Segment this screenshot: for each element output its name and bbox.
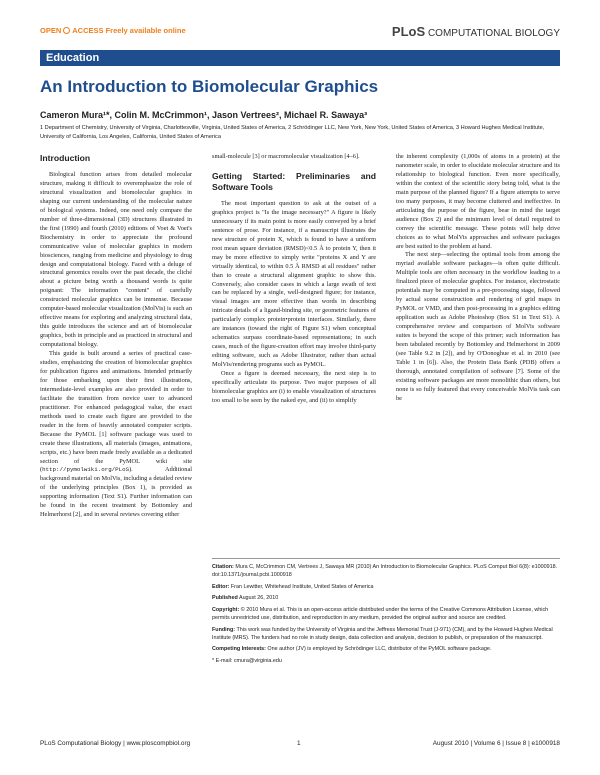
affiliations: 1 Department of Chemistry, University of Virginia, Charlottesville, Virginia, United States of America, 2 Schrödinger LLC, New York, New York, United States of America, 3 Howard Hughes Medical Institute, University of California, Los Angeles, California, United States of America — [40, 125, 545, 140]
page-footer — [40, 740, 560, 752]
published-date: August 26, 2010 — [238, 595, 279, 602]
competing-interests — [212, 646, 560, 654]
citation-text: Mura C, McCrimmon CM, Vertrees J, Sawaya MR (2010) An Introduction to Biomolecular Graphics. PLoS Comput Biol 6(8): e1000918. doi:10.1371/journal.pcbi.1000918 — [212, 564, 558, 578]
published — [212, 595, 560, 603]
column-3 — [396, 153, 560, 404]
corresponding-email: * E-mail: cmura@virginia.edu — [212, 658, 282, 665]
pymol-wiki-link[interactable]: http://pymolwiki.org/PLoS — [42, 466, 130, 474]
funding-text: This work was funded by the University of Virginia and the Jeffress Memorial Trust (J-971) (CM), and by the Howard Hughes Medical Institute (MRS). The funders had no role in study design, data collection and analysis, decision to publish, or preparation of the manuscript. — [212, 626, 553, 641]
copyright-label: Copyright: — [212, 607, 240, 614]
editor-text: Fran Lewitter, Whitehead Institute, United States of America — [230, 583, 374, 590]
section-label: Education — [40, 50, 560, 66]
column-1 — [40, 153, 192, 520]
intro-p2-text-a: This guide is built around a series of practical case-studies, emphasizing the creation of biomolecular graphics for publication figures and animations. Intended primarily for those embarking upon their first illustrations, intermediate-level examples are also provided in order to facilitate the transition from novice user to advanced practitioner. For enhanced pedagogical value, the exact methods used to create each figure are provided to the reader in the form of heavily annotated computer scripts. Because the PyMOL [1] software package was used to create these illustrations, all materials (images, animations, scripts, etc.) have been made freely available as a dedicated section of the PyMOL wiki site ( — [40, 350, 192, 474]
col3-paragraph-1: the inherent complexity (1,000s of atoms in a protein) at the nanometer scale, in order to elucidate molecular structure and its relationship to biological function. Even more specifically, within the context of the scientific story being told, what is the main purpose of the planned figure? If a figure attempts to serve too many purposes, it may become cluttered and ineffective. In articulating the purpose of the figure, bear in mind the target audience (Box 2) and the minimum level of detail required to convey the scientific message. These points will help drive choices as to what MolVis approaches and software packages are best suited to the problem at hand. — [396, 153, 560, 250]
footer-journal: PLoS Computational Biology | www.ploscompbiol.org — [40, 740, 191, 747]
col2-carryover: small-molecule [3] or macromolecular visualization [4–6]. — [212, 153, 360, 160]
funding — [212, 627, 560, 643]
getting-started-paragraph-1: The most important question to ask at the outset of a graphics project is "Is the image necessary?" A figure is likely unnecessary if its main point is more easily conveyed by a brief sentence of prose. For instance, if a manuscript illustrates the new structure of protein X, which is found to have a uniform root mean square deviation (RMSD)<0.5 Å to protein Y, then it may be more effective to simply write "proteins X and Y are virtually identical, to within 0.5 Å RMSD at all residues" rather than to create a structural alignment graphic to show this. Conversely, also consider cases in which a large swath of text can be replaced by a single, well-designed figure; for instance, visual images are more effective than words in describing intricate details of a ligand-binding site, or geometric features of particularly complex protein•protein interfaces. Similarly, there are instances (toward the right of Figure S1) when conceptual schematics surpass coordinate-based representations; in such cases, much of the figure-creation effort may involve third-party editing software, such as Adobe Illustrator, rather than actual MolVis/rendering programs such as PyMOL. — [212, 199, 376, 369]
author-list: Cameron Mura¹*, Colin M. McCrimmon¹, Jason Vertrees², Michael R. Sawaya³ — [40, 110, 368, 120]
intro-paragraph-1: Biological function arises from detailed molecular structure, making it difficult to overemphasize the role of structural visualization and biomolecular graphics in shaping our current understanding of the molecular nature of biological systems. Indeed, one need only compare the number of three-dimensional (3D) structures illustrated in the first (1990) and fourth (2010) editions of Voet & Voet's Biochemistry in order to appreciate the profound communicative value of molecular graphics in modern biosciences, ranging from medicine and physiology to drug design and computational biology. Faced with a deluge of structural genomics results over the past decade, the cliché about a picture being worth a thousand words is quite poignant: The information "content" of carefully constructed molecular graphics can be immense. Because computer-based molecular visualization (MolVis) is such an effective means for exploring and analyzing structural data, this guide introduces the science and art of biomolecular graphics, both in principle and as practiced in structural and computational biology. — [40, 171, 192, 349]
editor — [212, 584, 560, 592]
published-label: Published — [212, 595, 238, 602]
competing-interests-label: Competing Interests: — [212, 646, 266, 653]
editor-label: Editor: — [212, 583, 230, 590]
article-info-box — [212, 558, 560, 670]
col3-paragraph-2: The next step—selecting the optimal tools from among the myriad available software packages—is often quite difficult. Multiple tools are often necessary in the workflow leading to a finalized piece of molecular graphics. For instance, electrostatic potentials may be computed in a pre-processing stage, followed by actual scene construction and rendering of grid maps in PyMOL or VMD, and then post-processing in a graphics editing application such as Adobe Photoshop (Box S1 in Text S1). A comprehensive review and comparison of MolVis software suites is beyond the scope of this primer; such information has been tabulated recently by Bottomley and Helmerhorst in 2009 (see Table 9.2 in [2]), and by O'Donoghue et al. in 2010 (see Table 1 in [6]). Also, the Protein Data Bank (PDB) offers a thorough, annotated compilation of software [7]. Some of the existing software packages are more monolithic than others, but none is so fully featured that every conceivable MolVis task can be — [396, 251, 560, 402]
copyright — [212, 607, 560, 623]
citation — [212, 564, 560, 580]
page-number: 1 — [297, 740, 301, 747]
getting-started-paragraph-2: Once a figure is deemed necessary, the next step is to specifically articulate its purpose. Two major purposes of all biomolecular graphics are (i) to enable visualization of structures too small to be seen by the naked eye, and (ii) to simplify — [212, 370, 377, 404]
footer-issue: August 2010 | Volume 6 | Issue 8 | e1000918 — [432, 740, 560, 747]
top-bar — [40, 24, 560, 38]
intro-paragraph-2 — [40, 350, 192, 520]
citation-label: Citation: — [212, 564, 234, 570]
open-lock-icon — [63, 27, 70, 34]
open-access-badge — [40, 26, 186, 35]
journal-logo — [392, 24, 560, 39]
intro-heading: Introduction — [40, 153, 91, 163]
journal-brand: PLoS — [391, 24, 426, 39]
open-access-text: ACCESS Freely available online — [72, 26, 186, 35]
article-title: An Introduction to Biomolecular Graphics — [40, 77, 379, 96]
copyright-text: © 2010 Mura et al. This is an open-access article distributed under the terms of the Creative Commons Attribution License, which permits unrestricted use, distribution, and reproduction in any medium, provided the original author and source are credited. — [212, 607, 549, 621]
journal-name: COMPUTATIONAL BIOLOGY — [427, 28, 560, 39]
competing-interests-text: One author (JV) is employed by Schrödinger LLC, distributor of the PyMOL software package. — [267, 646, 492, 653]
funding-label: Funding: — [212, 626, 236, 633]
column-2 — [212, 153, 376, 406]
open-access-prefix: OPEN — [40, 26, 62, 35]
getting-started-heading: Getting Started: Preliminaries and Software Tools — [212, 170, 376, 192]
intro-p2-text-b: ). Additional background material on MolVis, including a detailed review of the underlying principles (Box 1), is provided as supporting information (Text S1). Further information can be found in the recent treatment by Bottomley and Helmerhorst [2], and in several reviews covering either — [40, 466, 192, 519]
